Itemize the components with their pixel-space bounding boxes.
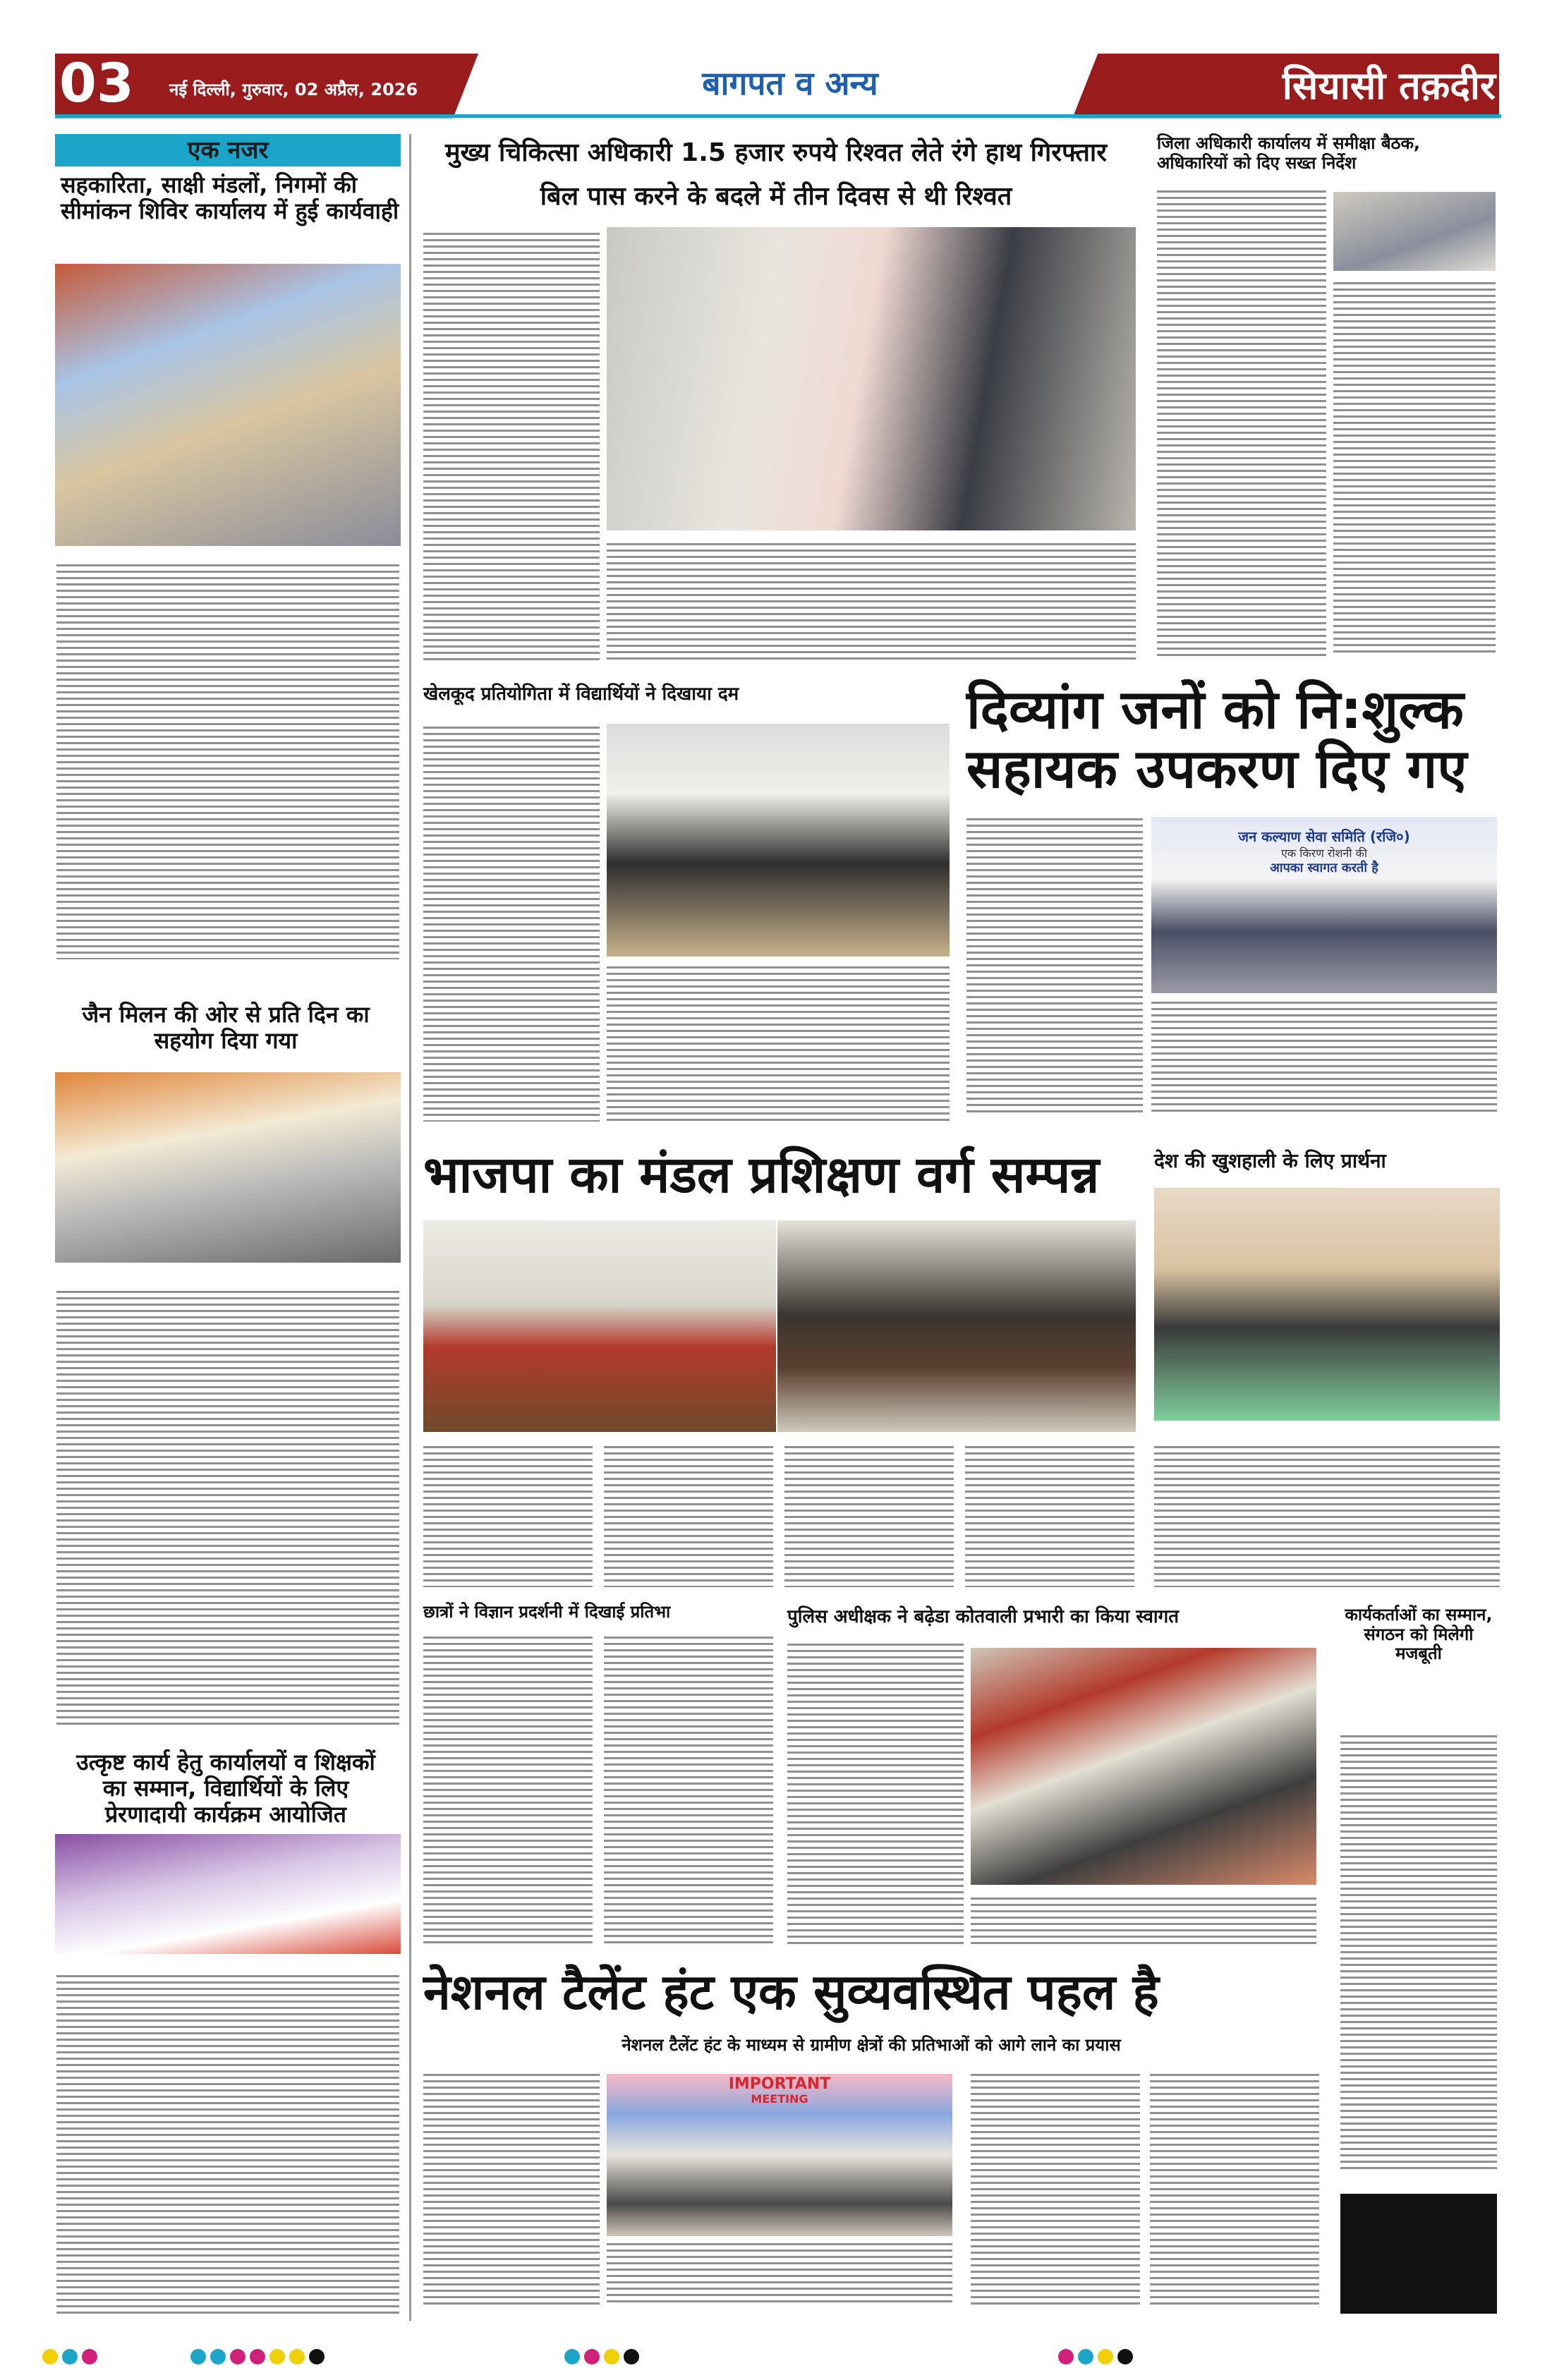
divyang-banner-line1: जन कल्याण सेवा समिति (रजि०) bbox=[1238, 828, 1410, 845]
divyang-text-col1 bbox=[966, 818, 1143, 1115]
column-divider bbox=[409, 134, 411, 2321]
ntt-banner-line1: IMPORTANT bbox=[728, 2075, 831, 2093]
left-photo-2 bbox=[55, 1072, 401, 1263]
lower-center-text bbox=[787, 1644, 964, 1947]
newspaper-name: सियासी तक़दीर bbox=[1282, 63, 1496, 108]
sports-photo bbox=[607, 724, 950, 957]
left-headline-2: जैन मिलन की ओर से प्रति दिन का सहयोग दिया गया bbox=[82, 1001, 370, 1054]
divyang-headline: दिव्यांग जनों को नि:शुल्क सहायक उपकरण दिए गए bbox=[966, 678, 1467, 800]
divyang-banner-line2: एक किरण रोशनी की bbox=[1281, 846, 1367, 860]
bjp-text-col2 bbox=[604, 1446, 773, 1587]
divyang-text-col2 bbox=[1151, 1002, 1497, 1115]
lower-center-text-2 bbox=[971, 1898, 1316, 1947]
bjp-text-col4 bbox=[965, 1446, 1134, 1587]
registration-marks-center-left bbox=[190, 2349, 325, 2364]
ntt-photo bbox=[607, 2074, 952, 2236]
right-top-photo bbox=[1333, 192, 1496, 271]
registration-marks-center bbox=[564, 2349, 639, 2364]
left-text-block-2 bbox=[56, 1291, 399, 1728]
prayer-photo bbox=[1154, 1188, 1500, 1421]
top-story-text-col2 bbox=[607, 543, 1136, 663]
prayer-headline: देश की खुशहाली के लिए प्रार्थना bbox=[1154, 1149, 1386, 1172]
right-top-headline: जिला अधिकारी कार्यालय में समीक्षा बैठक, अधिकारियों को दिए सख्त निर्देश bbox=[1157, 133, 1421, 173]
lower-center-headline: पुलिस अधीक्षक ने बढ़ेडा कोतवाली प्रभारी का किया स्वागत bbox=[787, 1606, 1180, 1627]
top-story-headline-2: बिल पास करने के बदले में तीन दिवस से थी रिश्वत bbox=[540, 182, 1012, 211]
bjp-headline: भाजपा का मंडल प्रशिक्षण वर्ग सम्पन्न bbox=[423, 1145, 1100, 1204]
obituary-box bbox=[1340, 2194, 1497, 2314]
left-photo-3 bbox=[55, 1834, 401, 1954]
page-number: 03 bbox=[59, 51, 134, 114]
ntt-banner-line2: MEETING bbox=[751, 2092, 808, 2106]
ek-nazar-label: एक नजर bbox=[55, 134, 401, 166]
lower-left-text-col1 bbox=[423, 1637, 593, 1947]
mid-left-text-col1 bbox=[423, 727, 600, 1122]
left-text-block-1 bbox=[56, 564, 399, 959]
divyang-photo bbox=[1151, 817, 1497, 993]
right-top-text-col2 bbox=[1333, 282, 1496, 656]
ntt-text-col1 bbox=[423, 2074, 600, 2307]
left-headline-3: उत्कृष्ट कार्य हेतु कार्यालयों व शिक्षकों का सम्मान, विद्यार्थियों के लिए प्रेरणादायी कार्यक्रम आयोजित bbox=[76, 1749, 375, 1828]
masthead-rule bbox=[55, 114, 1501, 118]
bjp-text-col3 bbox=[784, 1446, 954, 1587]
lower-left-text-col2 bbox=[604, 1637, 773, 1947]
top-story-text-col1 bbox=[423, 233, 600, 663]
top-story-photo bbox=[607, 227, 1136, 530]
section-title: बागपत व अन्य bbox=[702, 64, 878, 102]
mid-left-text-col2 bbox=[607, 966, 950, 1122]
lower-right-headline: कार्यकर्ताओं का सम्मान, संगठन को मिलेगी मजबूती bbox=[1345, 1605, 1493, 1664]
right-top-text-col1 bbox=[1157, 190, 1326, 656]
registration-marks-left bbox=[42, 2349, 97, 2364]
left-text-block-3 bbox=[56, 1975, 399, 2314]
left-headline-1: सहकारिता, साक्षी मंडलों, निगमों की सीमांकन शिविर कार्यालय में हुई कार्यवाही bbox=[61, 171, 399, 224]
lower-right-text bbox=[1340, 1735, 1497, 2173]
dateline: नई दिल्ली, गुरुवार, 02 अप्रैल, 2026 bbox=[169, 80, 418, 99]
ntt-subhead: नेशनल टैलेंट हंट के माध्यम से ग्रामीण क्षेत्रों की प्रतिभाओं को आगे लाने का प्रयास bbox=[622, 2035, 1121, 2055]
ntt-text-col2 bbox=[607, 2243, 952, 2307]
ntt-text-col4 bbox=[1150, 2074, 1319, 2307]
ntt-text-col3 bbox=[971, 2074, 1140, 2307]
police-photo bbox=[971, 1648, 1316, 1885]
prayer-text bbox=[1154, 1446, 1500, 1587]
divyang-banner-line3: आपका स्वागत करती है bbox=[1270, 861, 1378, 875]
bjp-photo-1 bbox=[423, 1220, 776, 1432]
left-photo-1 bbox=[55, 264, 401, 546]
bjp-text-col1 bbox=[423, 1446, 593, 1587]
bjp-photo-2 bbox=[777, 1220, 1136, 1432]
top-story-headline-1: मुख्य चिकित्सा अधिकारी 1.5 हजार रुपये रिश्वत लेते रंगे हाथ गिरफ्तार bbox=[445, 138, 1107, 167]
mid-left-headline: खेलकूद प्रतियोगिता में विद्यार्थियों ने दिखाया दम bbox=[423, 684, 739, 705]
registration-marks-right bbox=[1058, 2349, 1133, 2364]
lower-left-headline: छात्रों ने विज्ञान प्रदर्शनी में दिखाई प्रतिभा bbox=[423, 1602, 671, 1622]
ntt-headline: नेशनल टैलेंट हंट एक सुव्यवस्थित पहल है bbox=[423, 1963, 1159, 2021]
